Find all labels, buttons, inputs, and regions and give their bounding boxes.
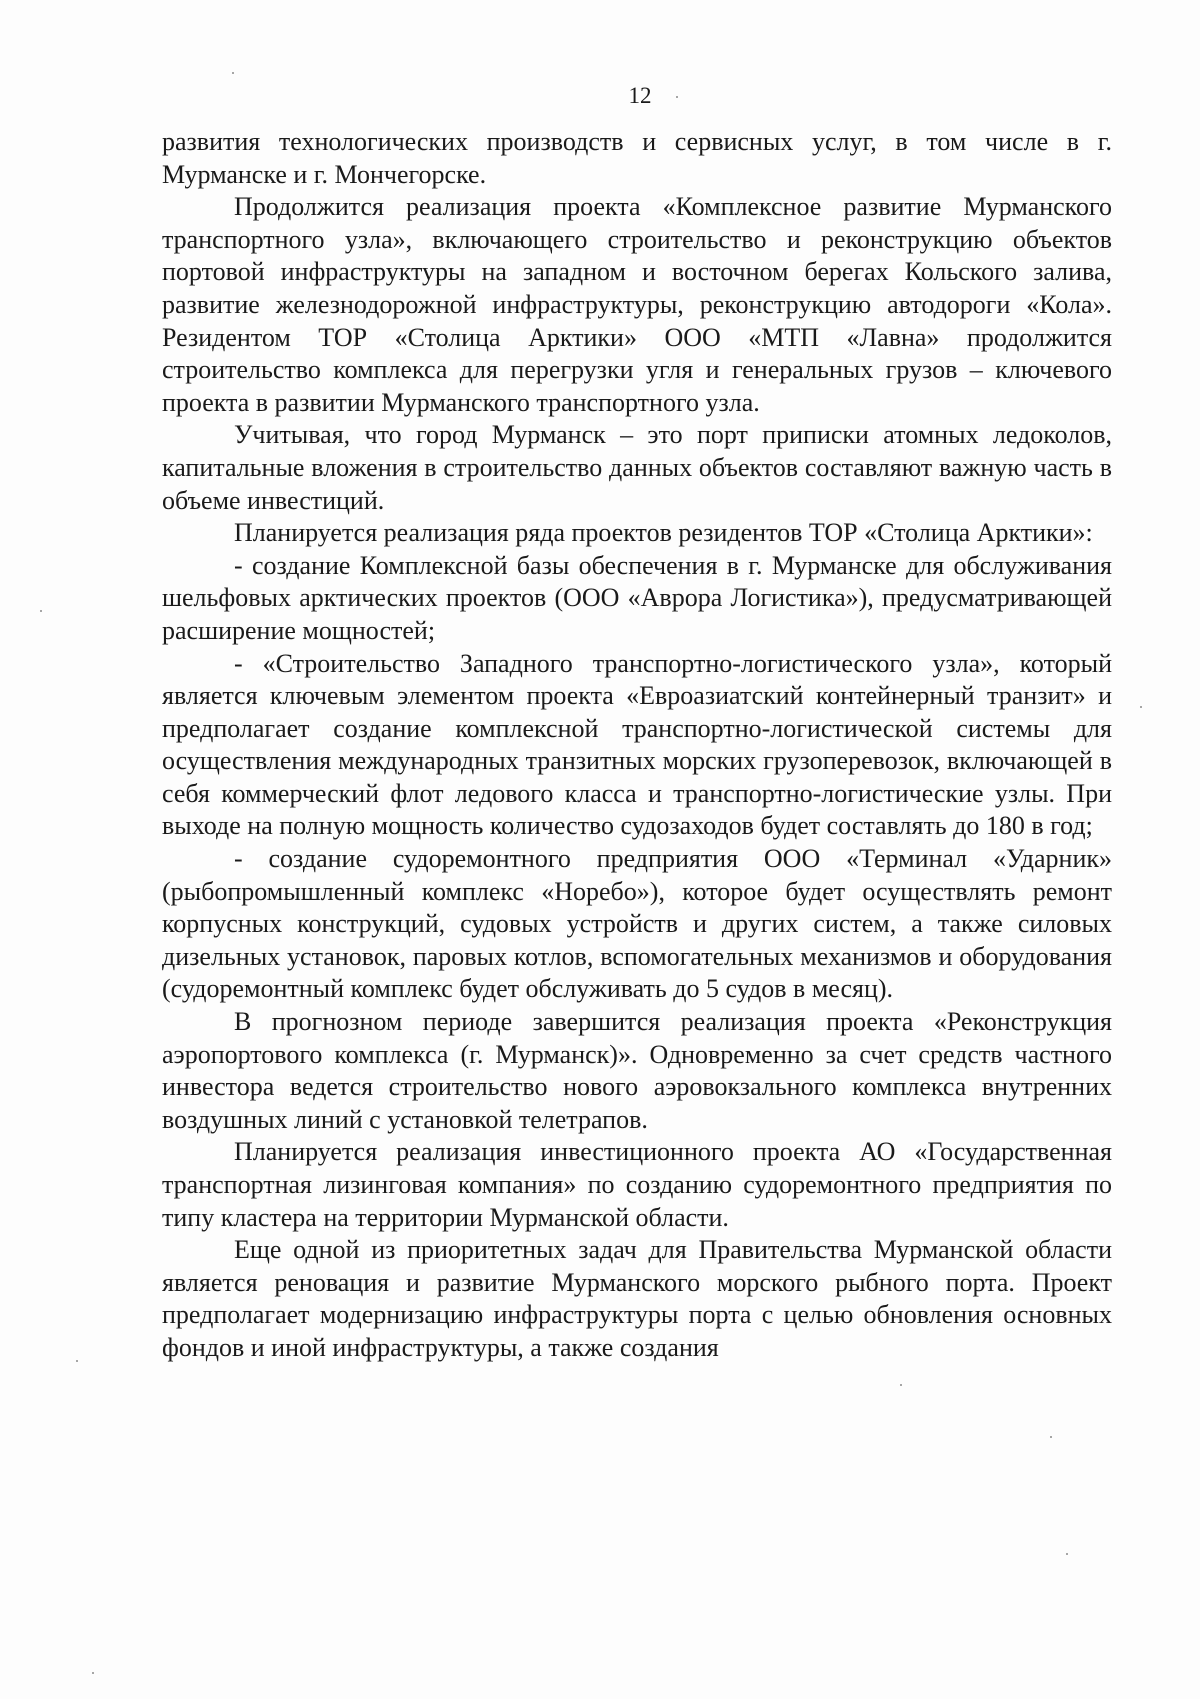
paragraph: Планируется реализация ряда проектов резидентов ТОР «Столица Арктики»: [234, 518, 1093, 548]
paragraph: Еще одной из приоритетных задач для Правительства Мурманской области является реновация и развитие Мурманского морского рыбного порта. Проект предполагает модернизацию инфраструктуры порта с целью обновления основных фондов и иной инфраструктуры, а также создания [162, 1235, 1112, 1362]
paragraph: Планируется реализация инвестиционного проекта АО «Государственная транспортная лизинговая компания» по созданию судоремонтного предприятия по типу кластера на территории Мурманской области. [162, 1137, 1112, 1232]
scan-speck [76, 1360, 78, 1362]
list-item: - «Строительство Западного транспортно-логистического узла», который является ключевым элементом проекта «Евроазиатский контейнерный транзит» и предполагает создание комплексной транспортно-логистической системы для осуществления международных транзитных морских грузоперевозок, включающей в себя коммерческий флот ледового класса и транспортно-логистические узлы. При выходе на полную мощность количество судозаходов будет составлять до 180 в год; [162, 648, 1112, 841]
scan-speck [900, 1384, 902, 1386]
scan-speck [92, 1672, 94, 1674]
scan-speck [1140, 706, 1142, 708]
list-item: - создание судоремонтного предприятия ООО «Терминал «Ударник» (рыбопромышленный комплекс «Норебо»), которое будет осуществлять ремонт корпусных конструкций, судовых устройств и других систем, а также силовых дизельных установок, паровых котлов, вспомогательных механизмов и оборудования (судоремонтный комплекс будет обслуживать до 5 судов в месяц). [162, 844, 1112, 1004]
scan-speck [232, 72, 234, 74]
scan-speck [1066, 1553, 1068, 1555]
scan-speck [1050, 1436, 1052, 1438]
paragraph: развития технологических производств и сервисных услуг, в том числе в г. Мурманске и г. Мончегорске. [162, 127, 1112, 189]
paragraph: Учитывая, что город Мурманск – это порт приписки атомных ледоколов, капитальные вложения в строительство данных объектов составляют важную часть в объеме инвестиций. [162, 420, 1112, 515]
scan-speck [40, 610, 42, 612]
paragraph: Продолжится реализация проекта «Комплексное развитие Мурманского транспортного узла», включающего строительство и реконструкцию объектов портовой инфраструктуры на западном и восточном берегах Кольского залива, развитие железнодорожной инфраструктуры, реконструкцию автодороги «Кола». Резидентом ТОР «Столица Арктики» ООО «МТП «Лавна» продолжится строительство комплекса для перегрузки угля и генеральных грузов – ключевого проекта в развитии Мурманского транспортного узла. [162, 192, 1112, 417]
page-number: 12 [628, 83, 652, 108]
document-body [162, 126, 1112, 1365]
paragraph: В прогнозном периоде завершится реализация проекта «Реконструкция аэропортового комплекса (г. Мурманск)». Одновременно за счет средств частного инвестора ведется строительство нового аэровокзального комплекса внутренних воздушных линий с установкой телетрапов. [162, 1007, 1112, 1134]
list-item: - создание Комплексной базы обеспечения в г. Мурманске для обслуживания шельфовых арктических проектов (ООО «Аврора Логистика»), предусматривающей расширение мощностей; [162, 550, 1112, 645]
scan-speck [676, 96, 678, 98]
